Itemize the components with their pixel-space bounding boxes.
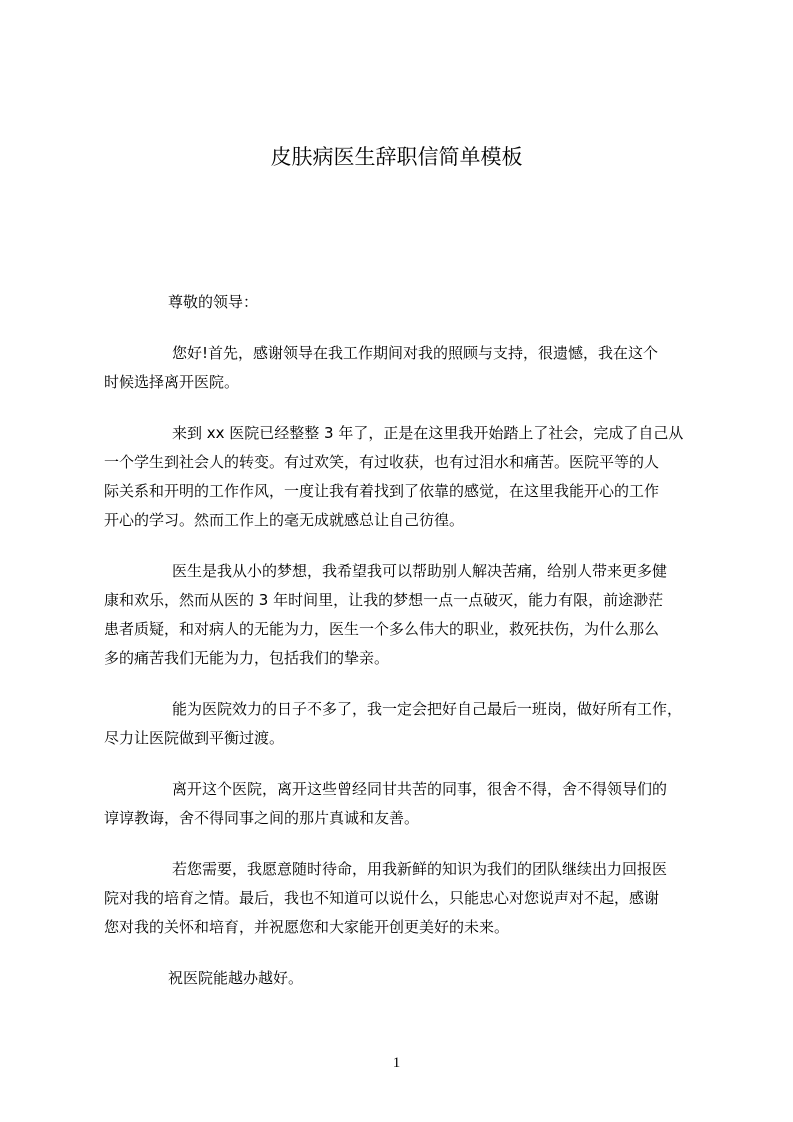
- paragraph-line: 院对我的培育之情。最后，我也不知道可以说什么，只能忠心对您说声对不起，感谢: [104, 889, 660, 907]
- paragraph-line: 时候选择离开医院。: [104, 373, 240, 391]
- paragraph: [104, 855, 704, 942]
- paragraph-line: 离开这个医院，离开这些曾经同甘共苦的同事，很舍不得，舍不得领导们的: [172, 780, 668, 798]
- paragraph-line: 开心的学习。然而工作上的毫无成就感总让自己彷徨。: [104, 511, 465, 529]
- letter-body: [104, 288, 704, 1015]
- paragraph: [104, 419, 704, 535]
- document-title: 皮肤病医生辞职信简单模板: [270, 145, 523, 169]
- paragraph-line: 来到 xx 医院已经整整 3 年了，正是在这里我开始踏上了社会，完成了自己从: [172, 424, 684, 442]
- paragraph-list: [104, 339, 704, 942]
- paragraph: [104, 557, 704, 673]
- paragraph-line: 能为医院效力的日子不多了，我一定会把好自己最后一班岗，做好所有工作，: [172, 700, 683, 718]
- paragraph-line: 多的痛苦我们无能为力，包括我们的挚亲。: [104, 649, 390, 667]
- paragraph-line: 康和欢乐，然而从医的 3 年时间里，让我的梦想一点一点破灭，能力有限，前途渺茫: [104, 591, 664, 609]
- closing-line: 祝医院能越办越好。: [168, 969, 304, 987]
- paragraph-line: 谆谆教诲，舍不得同事之间的那片真诚和友善。: [104, 809, 420, 827]
- paragraph: [104, 775, 704, 833]
- page-number: 1: [392, 1055, 401, 1071]
- paragraph-line: 您对我的关怀和培育，并祝愿您和大家能开创更美好的未来。: [104, 918, 510, 936]
- paragraph-line: 患者质疑，和对病人的无能为力，医生一个多么伟大的职业，救死扶伤，为什么那么: [104, 620, 660, 638]
- salutation: 尊敬的领导：: [168, 293, 259, 311]
- paragraph-line: 尽力让医院做到平衡过渡。: [104, 729, 285, 747]
- paragraph-line: 若您需要，我愿意随时待命，用我新鲜的知识为我们的团队继续出力回报医: [172, 860, 668, 878]
- paragraph: [104, 339, 704, 397]
- paragraph: [104, 695, 704, 753]
- paragraph-line: 际关系和开明的工作作风，一度让我有着找到了依靠的感觉，在这里我能开心的工作: [104, 482, 660, 500]
- paragraph-line: 您好!首先，感谢领导在我工作期间对我的照顾与支持，很遗憾，我在这个: [172, 344, 659, 362]
- paragraph-line: 一个学生到社会人的转变。有过欢笑，有过收获，也有过泪水和痛苦。医院平等的人: [104, 453, 660, 471]
- paragraph-line: 医生是我从小的梦想，我希望我可以帮助别人解决苦痛，给别人带来更多健: [172, 562, 668, 580]
